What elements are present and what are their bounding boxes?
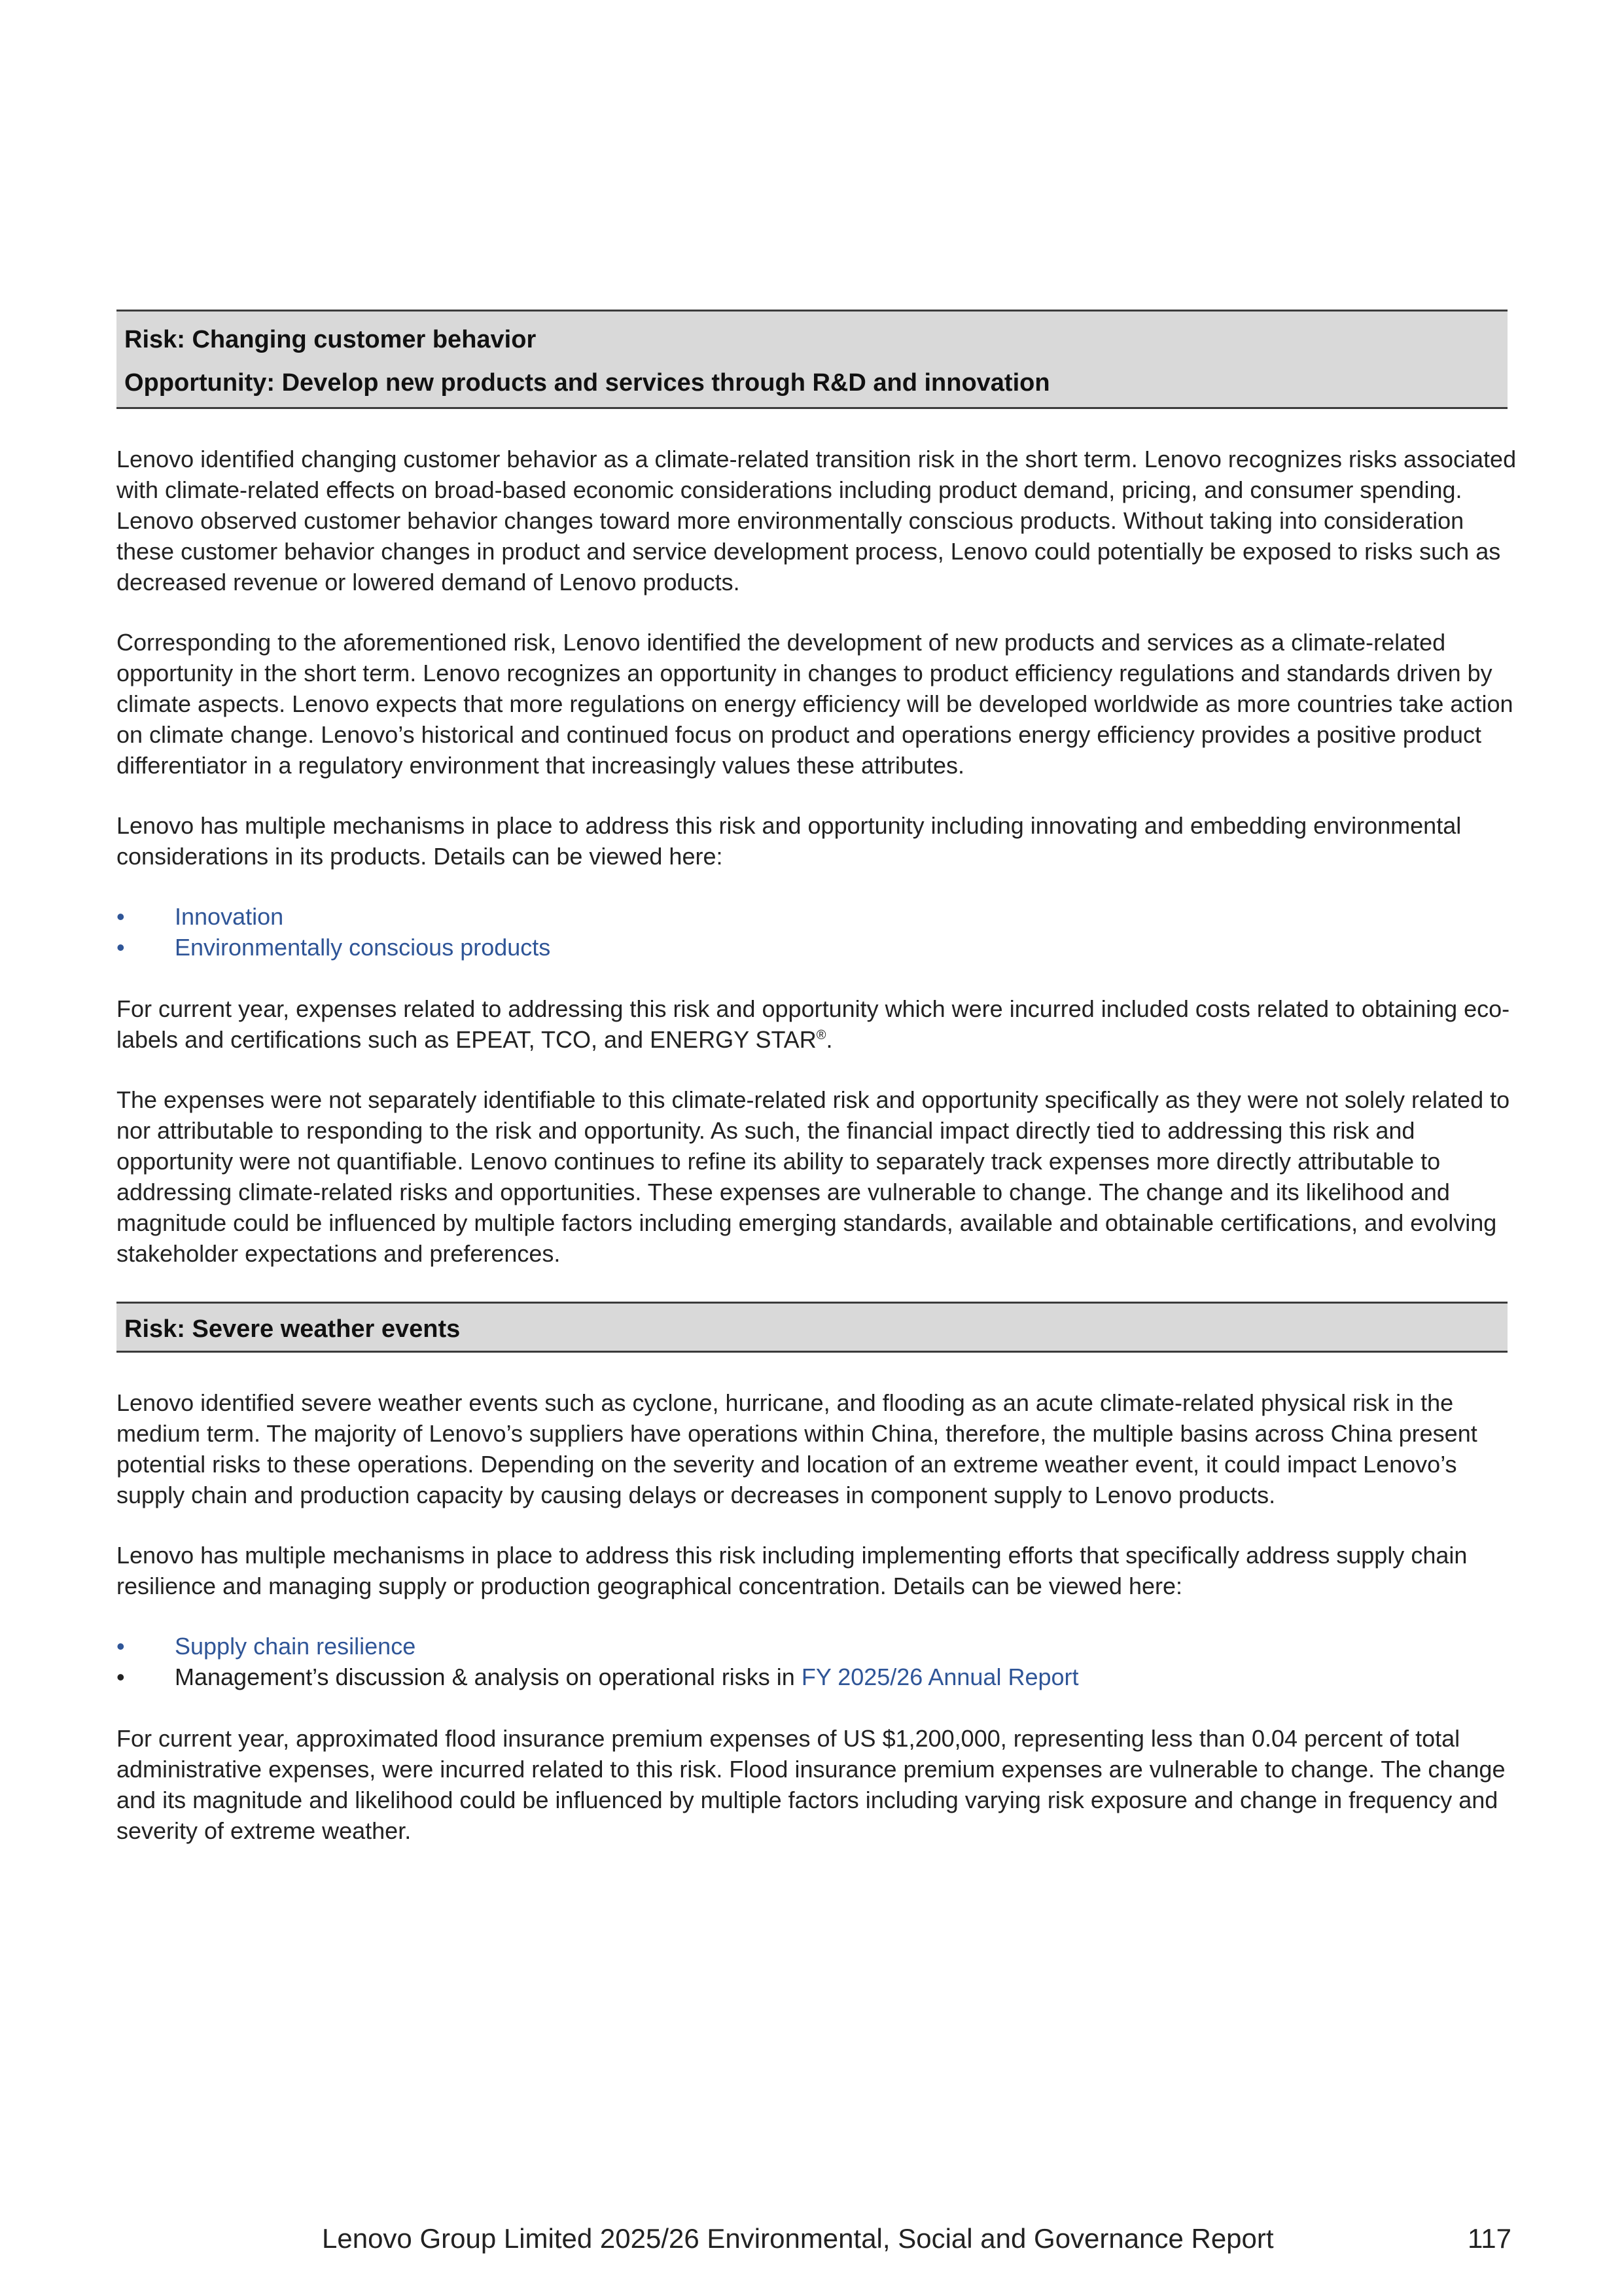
opportunity-heading: Opportunity: Develop new products and services through R&D and innovation: [124, 369, 1050, 397]
links-list: [116, 901, 1517, 963]
list-item: [116, 1662, 1517, 1692]
paragraph-not-identifiable: The expenses were not separately identifiable to this climate-related risk and opportunity specifically as they were not solely related to nor attributable to responding to the risk and opportunity. As such, the financial impact directly tied to addressing this risk and opportunity were not quantifiable. Lenovo continues to refine its ability to separately track expenses more directly attributable to addressing climate-related risks and opportunities. These expenses are vulnerable to change. The change and its likelihood and magnitude could be influenced by multiple factors including emerging standards, available and obtainable certifications, and evolving stakeholder expectations and preferences.: [116, 1086, 1510, 1267]
risk-heading: Risk: Changing customer behavior: [124, 326, 537, 353]
paragraph-mechanisms-weather: Lenovo has multiple mechanisms in place to address this risk including implementing efforts that specifically address supply chain resilience and managing supply or production geographical concentration. Details can be viewed here:: [116, 1542, 1468, 1599]
list-item: [116, 1631, 1517, 1662]
page-number: 117: [1468, 2223, 1511, 2254]
footer-report-title: Lenovo Group Limited 2025/26 Environmental, Social and Governance Report: [322, 2223, 1274, 2254]
list-item: [116, 932, 1517, 963]
expenses-period: .: [826, 1026, 833, 1053]
supply-chain-resilience-link[interactable]: Supply chain resilience: [175, 1633, 416, 1660]
list-item: [116, 901, 1517, 932]
paragraph-physical-risk: Lenovo identified severe weather events such as cyclone, hurricane, and flooding as an acute climate-related physical risk in the medium term. The majority of Lenovo’s suppliers have operations within China, therefore, the multiple basins across China present potential risks to these operations. Depending on the severity and location of an extreme weather event, it could impact Lenovo’s supply chain and production capacity by causing delays or decreases in component supply to Lenovo products.: [116, 1389, 1477, 1508]
section-header-severe-weather: [116, 1302, 1508, 1353]
bullet-text: Management’s discussion & analysis on operational risks in: [175, 1663, 802, 1690]
annual-report-link[interactable]: FY 2025/26 Annual Report: [801, 1663, 1079, 1690]
paragraph-expenses: [116, 993, 1517, 1055]
registered-mark: ®: [816, 1028, 826, 1042]
bullet-icon: •: [116, 1663, 125, 1690]
environmentally-conscious-products-link[interactable]: Environmentally conscious products: [175, 934, 551, 961]
paragraph-flood-insurance: For current year, approximated flood insurance premium expenses of US $1,200,000, representing less than 0.04 percent of total administrative expenses, were incurred related to this risk. Flood insurance premium expenses are vulnerable to change. The change and its magnitude and likelihood could be influenced by multiple factors including varying risk exposure and change in frequency and severity of extreme weather.: [116, 1725, 1506, 1844]
bullet-icon: •: [116, 934, 125, 961]
bullet-icon: •: [116, 903, 125, 930]
links-list-weather: [116, 1631, 1517, 1692]
page-content: [116, 310, 1517, 1846]
risk-heading: Risk: Severe weather events: [124, 1315, 461, 1343]
section-header-customer-behavior: [116, 310, 1508, 409]
paragraph-opportunity: Corresponding to the aforementioned risk, Lenovo identified the development of new products and services as a climate-related opportunity in the short term. Lenovo recognizes an opportunity in changes to product efficiency regulations and standards driven by climate aspects. Lenovo expects that more regulations on energy efficiency will be developed worldwide as more countries take action on climate change. Lenovo’s historical and continued focus on product and operations energy efficiency provides a positive product differentiator in a regulatory environment that increasingly values these attributes.: [116, 629, 1513, 779]
innovation-link[interactable]: Innovation: [175, 903, 284, 930]
paragraph-transition-risk: Lenovo identified changing customer behavior as a climate-related transition risk in the short term. Lenovo recognizes risks associated with climate-related effects on broad-based economic considerations including product demand, pricing, and consumer spending. Lenovo observed customer behavior changes toward more environmentally conscious products. Without taking into consideration these customer behavior changes in product and service development process, Lenovo could potentially be exposed to risks such as decreased revenue or lowered demand of Lenovo products.: [116, 446, 1517, 596]
paragraph-mechanisms: Lenovo has multiple mechanisms in place to address this risk and opportunity including innovating and embedding environmental considerations in its products. Details can be viewed here:: [116, 812, 1462, 870]
expenses-text: For current year, expenses related to addressing this risk and opportunity which were incurred included costs related to obtaining eco-labels and certifications such as EPEAT, TCO, and ENERGY STAR: [116, 995, 1510, 1053]
bullet-icon: •: [116, 1633, 125, 1660]
